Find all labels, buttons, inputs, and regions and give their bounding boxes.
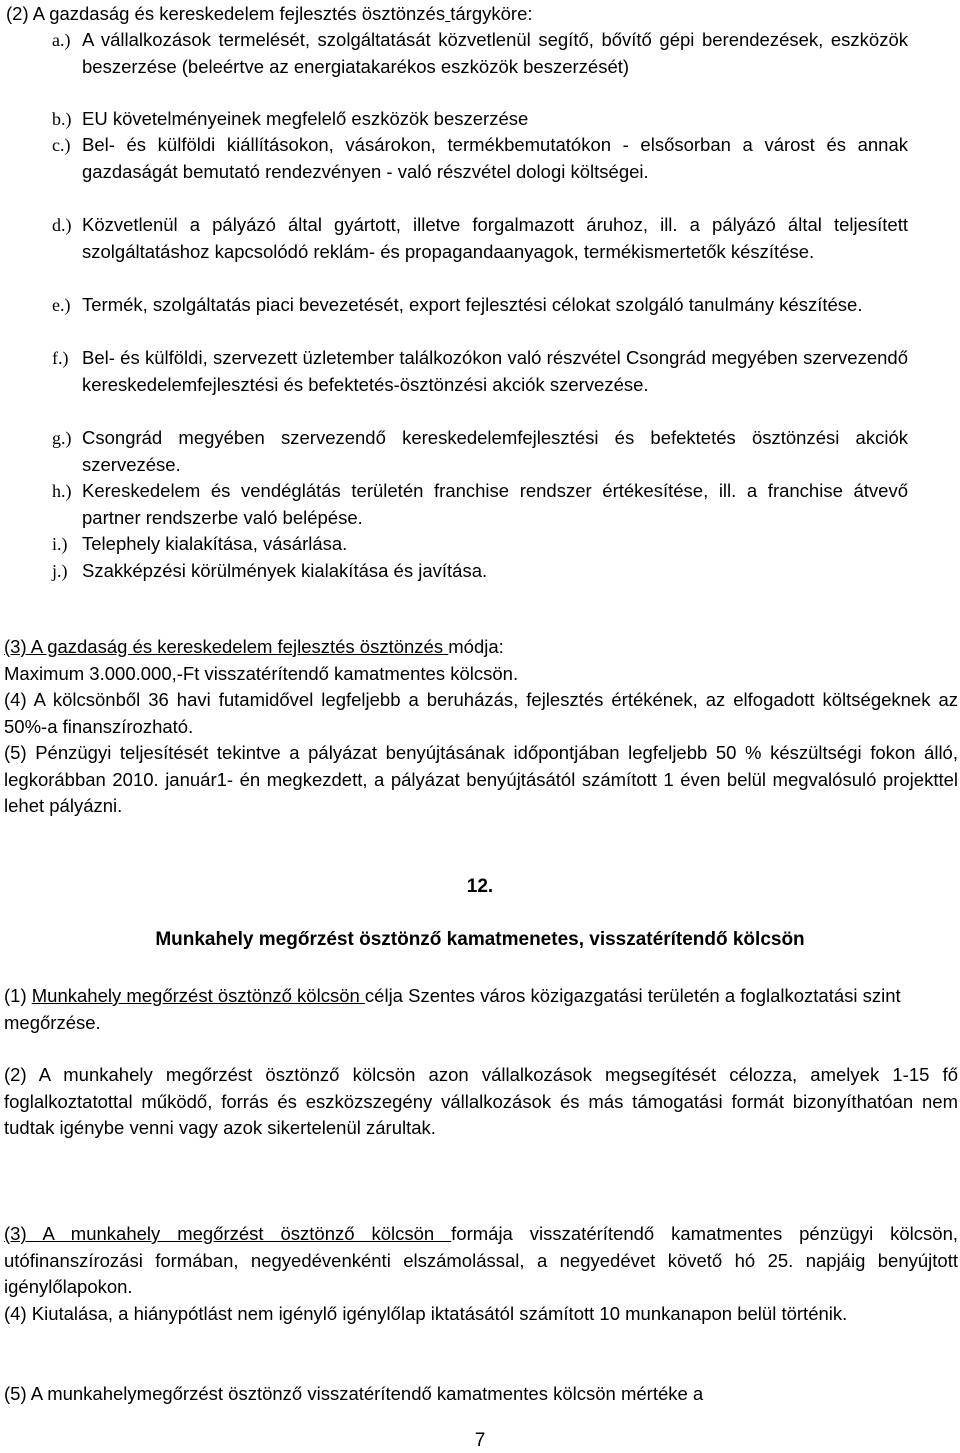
section-4-paragraph: (4) A kölcsönből 36 havi futamidővel legfeljebb a beruházás, fejlesztés értékének, az elfogadott költségeknek az 50%-a finanszírozható. bbox=[4, 689, 958, 737]
paragraph-2: (2) A munkahely megőrzést ösztönző kölcsön azon vállalkozások megsegítését célozza, amelyek 1-15 fő foglalkoztatottal működő, forrás és eszközszegény vállalkozások és más támogatási formát bizonyíthatóan nem tudtak igénybe venni vagy azok sikertelenül zárultak. bbox=[4, 1064, 958, 1138]
paragraph-5: (5) A munkahelymegőrzést ösztönző visszatérítendő kamatmentes kölcsön mértéke a bbox=[4, 1383, 704, 1404]
list-item-i bbox=[52, 531, 908, 558]
article-number bbox=[0, 876, 960, 898]
list-item-text: Bel- és külföldi kiállításokon, vásárokon, termékbemutatókon - elsősorban a várost és annak gazdaságát bemutató rendezvényen - való részvétel dologi költségei. bbox=[82, 134, 908, 182]
paragraph-3 bbox=[4, 1221, 958, 1301]
paragraph-4: (4) Kiutalása, a hiánypótlást nem igénylő igénylőlap iktatásától számított 10 munkanapon belül történik. bbox=[4, 1303, 848, 1324]
article-title: Munkahely megőrzést ösztönző kamatmenetes, visszatérítendő kölcsön bbox=[155, 929, 805, 950]
list-item-a bbox=[52, 27, 908, 80]
section-2-heading bbox=[6, 0, 533, 27]
paragraph-1-prefix: (1) bbox=[4, 985, 32, 1006]
list-item-b bbox=[52, 106, 908, 133]
paragraph-1-rest: célja Szentes város közigazgatási területén a foglalkoztatási szint megőrzése. bbox=[4, 985, 901, 1033]
list-item-label: a.) bbox=[52, 30, 71, 50]
page-number: 7 bbox=[474, 1430, 486, 1451]
list-item-text: Szakképzési körülmények kialakítása és javítása. bbox=[82, 560, 488, 581]
list-item-label: c.) bbox=[52, 135, 71, 155]
list-item-f bbox=[52, 345, 908, 398]
list-item-label: i.) bbox=[52, 534, 68, 554]
section-2-heading-prefix: (2) A gazdaság és kereskedelem fejlesztés ösztönzés bbox=[6, 3, 446, 24]
section-3-rest: módja: bbox=[448, 636, 504, 657]
paragraph-1-underlined: Munkahely megőrzést ösztönző kölcsön bbox=[31, 985, 365, 1006]
list-item-label: j.) bbox=[52, 561, 68, 581]
paragraph-1 bbox=[4, 983, 904, 1036]
list-item-text: EU követelményeinek megfelelő eszközök beszerzése bbox=[82, 108, 529, 129]
list-item-text: Telephely kialakítása, vásárlása. bbox=[82, 533, 348, 554]
list-item-e bbox=[52, 292, 908, 319]
paragraph-3-rest: formája visszatérítendő kamatmentes pénzügyi kölcsön, utófinanszírozási formában, negyedévenkénti elszámolással, a negyedévet követő hó 25. napjáig benyújtott igénylőlapokon. bbox=[4, 1223, 958, 1297]
list-item-j bbox=[52, 558, 908, 585]
list-item-label: e.) bbox=[52, 295, 71, 315]
list-item-label: f.) bbox=[52, 348, 69, 368]
list-item-text: Bel- és külföldi, szervezett üzletember találkozókon való részvétel Csongrád megyében szervezendő kereskedelemfejlesztési és befektetés-ösztönzési akciók szervezése. bbox=[82, 347, 908, 395]
list-item-label: b.) bbox=[52, 109, 72, 129]
section-3-line-2: Maximum 3.000.000,-Ft visszatérítendő kamatmentes kölcsön. bbox=[4, 663, 519, 684]
section-3-underlined: (3) A gazdaság és kereskedelem fejlesztés ösztönzés bbox=[4, 636, 449, 657]
list-item-d bbox=[52, 212, 908, 265]
article-number-text: 12. bbox=[466, 876, 494, 897]
list-item-c bbox=[52, 132, 908, 185]
list-item-text: Kereskedelem és vendéglátás területén franchise rendszer értékesítése, ill. a franchise átvevő partner rendszerbe való belépése. bbox=[82, 480, 908, 528]
list-item-g bbox=[52, 425, 908, 478]
list-item-text: Termék, szolgáltatás piaci bevezetését, export fejlesztési célokat szolgáló tanulmány készítése. bbox=[82, 294, 863, 315]
list-item-text: Csongrád megyében szervezendő kereskedelemfejlesztési és befektetés ösztönzési akciók szervezése. bbox=[82, 427, 908, 475]
section-5-paragraph: (5) Pénzügyi teljesítését tekintve a pályázat benyújtásának időpontjában legfeljebb 50 % készültségi fokon álló, legkorábban 2010. január1- én megkezdett, a pályázat benyújtásától számított 1 éven belül megvalósuló projekttel lehet pályázni. bbox=[4, 742, 958, 816]
list-item-text: Közvetlenül a pályázó által gyártott, illetve forgalmazott áruhoz, ill. a pályázó által teljesített szolgáltatáshoz kapcsolódó reklám- és propagandaanyagok, termékismertetők készítése. bbox=[82, 214, 908, 262]
list-item-label: g.) bbox=[52, 428, 72, 448]
paragraph-3-underlined: (3) A munkahely megőrzést ösztönző kölcsön bbox=[4, 1223, 452, 1244]
section-3-line-1 bbox=[4, 634, 958, 661]
list-item-label: h.) bbox=[52, 481, 72, 501]
list-item-text: A vállalkozások termelését, szolgáltatását közvetlenül segítő, bővítő gépi berendezések, eszközök beszerzése (beleértve az energiatakarékos eszközök beszerzését) bbox=[82, 29, 908, 77]
section-2-heading-suffix: tárgyköre: bbox=[450, 3, 533, 24]
list-item-label: d.) bbox=[52, 215, 72, 235]
list-item-h bbox=[52, 478, 908, 531]
